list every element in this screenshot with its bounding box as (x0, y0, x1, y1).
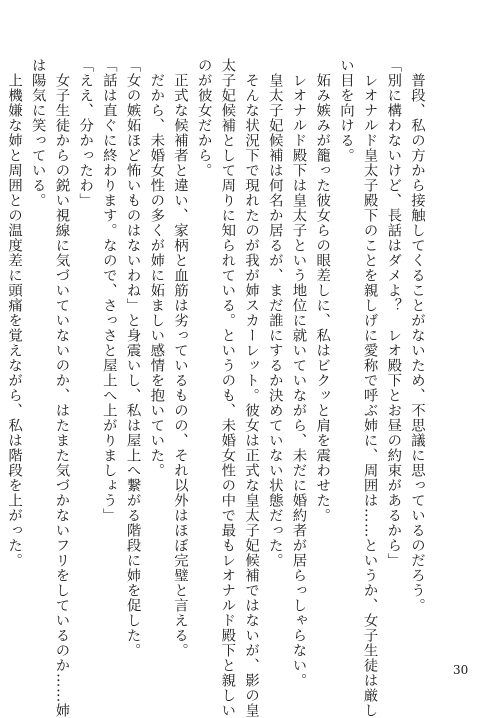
text-line: い目を向ける。 (337, 58, 354, 163)
body-text (1, 58, 428, 718)
page-number: 30 (453, 663, 469, 677)
text-line: 普段、私の方から接触してくることがないため、不思議に思っているのだろう。 (409, 58, 425, 613)
text-line: レオナルド皇太子殿下のことを親しげに愛称で呼ぶ姉に、周囲は……というか、女子生徒は厳し (361, 58, 378, 718)
text-line: のが彼女だから。 (195, 58, 212, 178)
text-line: 「女の嫉妬ほど怖いものはないわね」と身震いし、私は屋上へ繋がる階段に姉を促した。 (124, 58, 141, 658)
text-line: 「別に構わないけど、長話はダメよ？ レオ殿下とお昼の約束があるから」 (385, 58, 402, 568)
text-line: 正式な候補者と違い、家柄と血筋は劣っているものの、それ以外はほぼ完璧と言える。 (171, 58, 188, 658)
text-line: だから、未婚女性の多くが姉に妬ましい感情を抱いていた。 (148, 58, 165, 478)
text-line: は陽気に笑っている。 (29, 58, 46, 208)
text-line: 上機嫌な姉と周囲との温度差に頭痛を覚えながら、私は階段を上がった。 (6, 58, 23, 568)
text-line: 「話は直ぐに終わります。なので、さっさと屋上へ上がりましょう」 (100, 58, 117, 523)
text-line: 「ええ、分かったわ」 (77, 58, 94, 208)
text-line: 妬み嫉みが籠った彼女らの眼差しに、私はビクッと肩を震わせた。 (314, 58, 331, 523)
text-line: レオナルド殿下は皇太子という地位に就いていながら、未だに婚約者が居らっしゃらない。 (290, 58, 307, 688)
text-line: 太子妃候補として周りに知られている。というのも、未婚女性の中で最もレオナルド殿下と親しい (219, 58, 236, 718)
text-line: 女子生徒からの鋭い視線に気づいていないのか、はたまた気づかないフリをしているのか……姉 (53, 58, 70, 718)
text-line: 皇太子妃候補は何名か居るが、まだ誰にするか決めていない状態だった。 (266, 58, 283, 568)
text-line: そんな状況下で現れたのが我が姉スカーレット。彼女は正式な皇太子妃候補ではないが、影の皇 (243, 58, 260, 718)
